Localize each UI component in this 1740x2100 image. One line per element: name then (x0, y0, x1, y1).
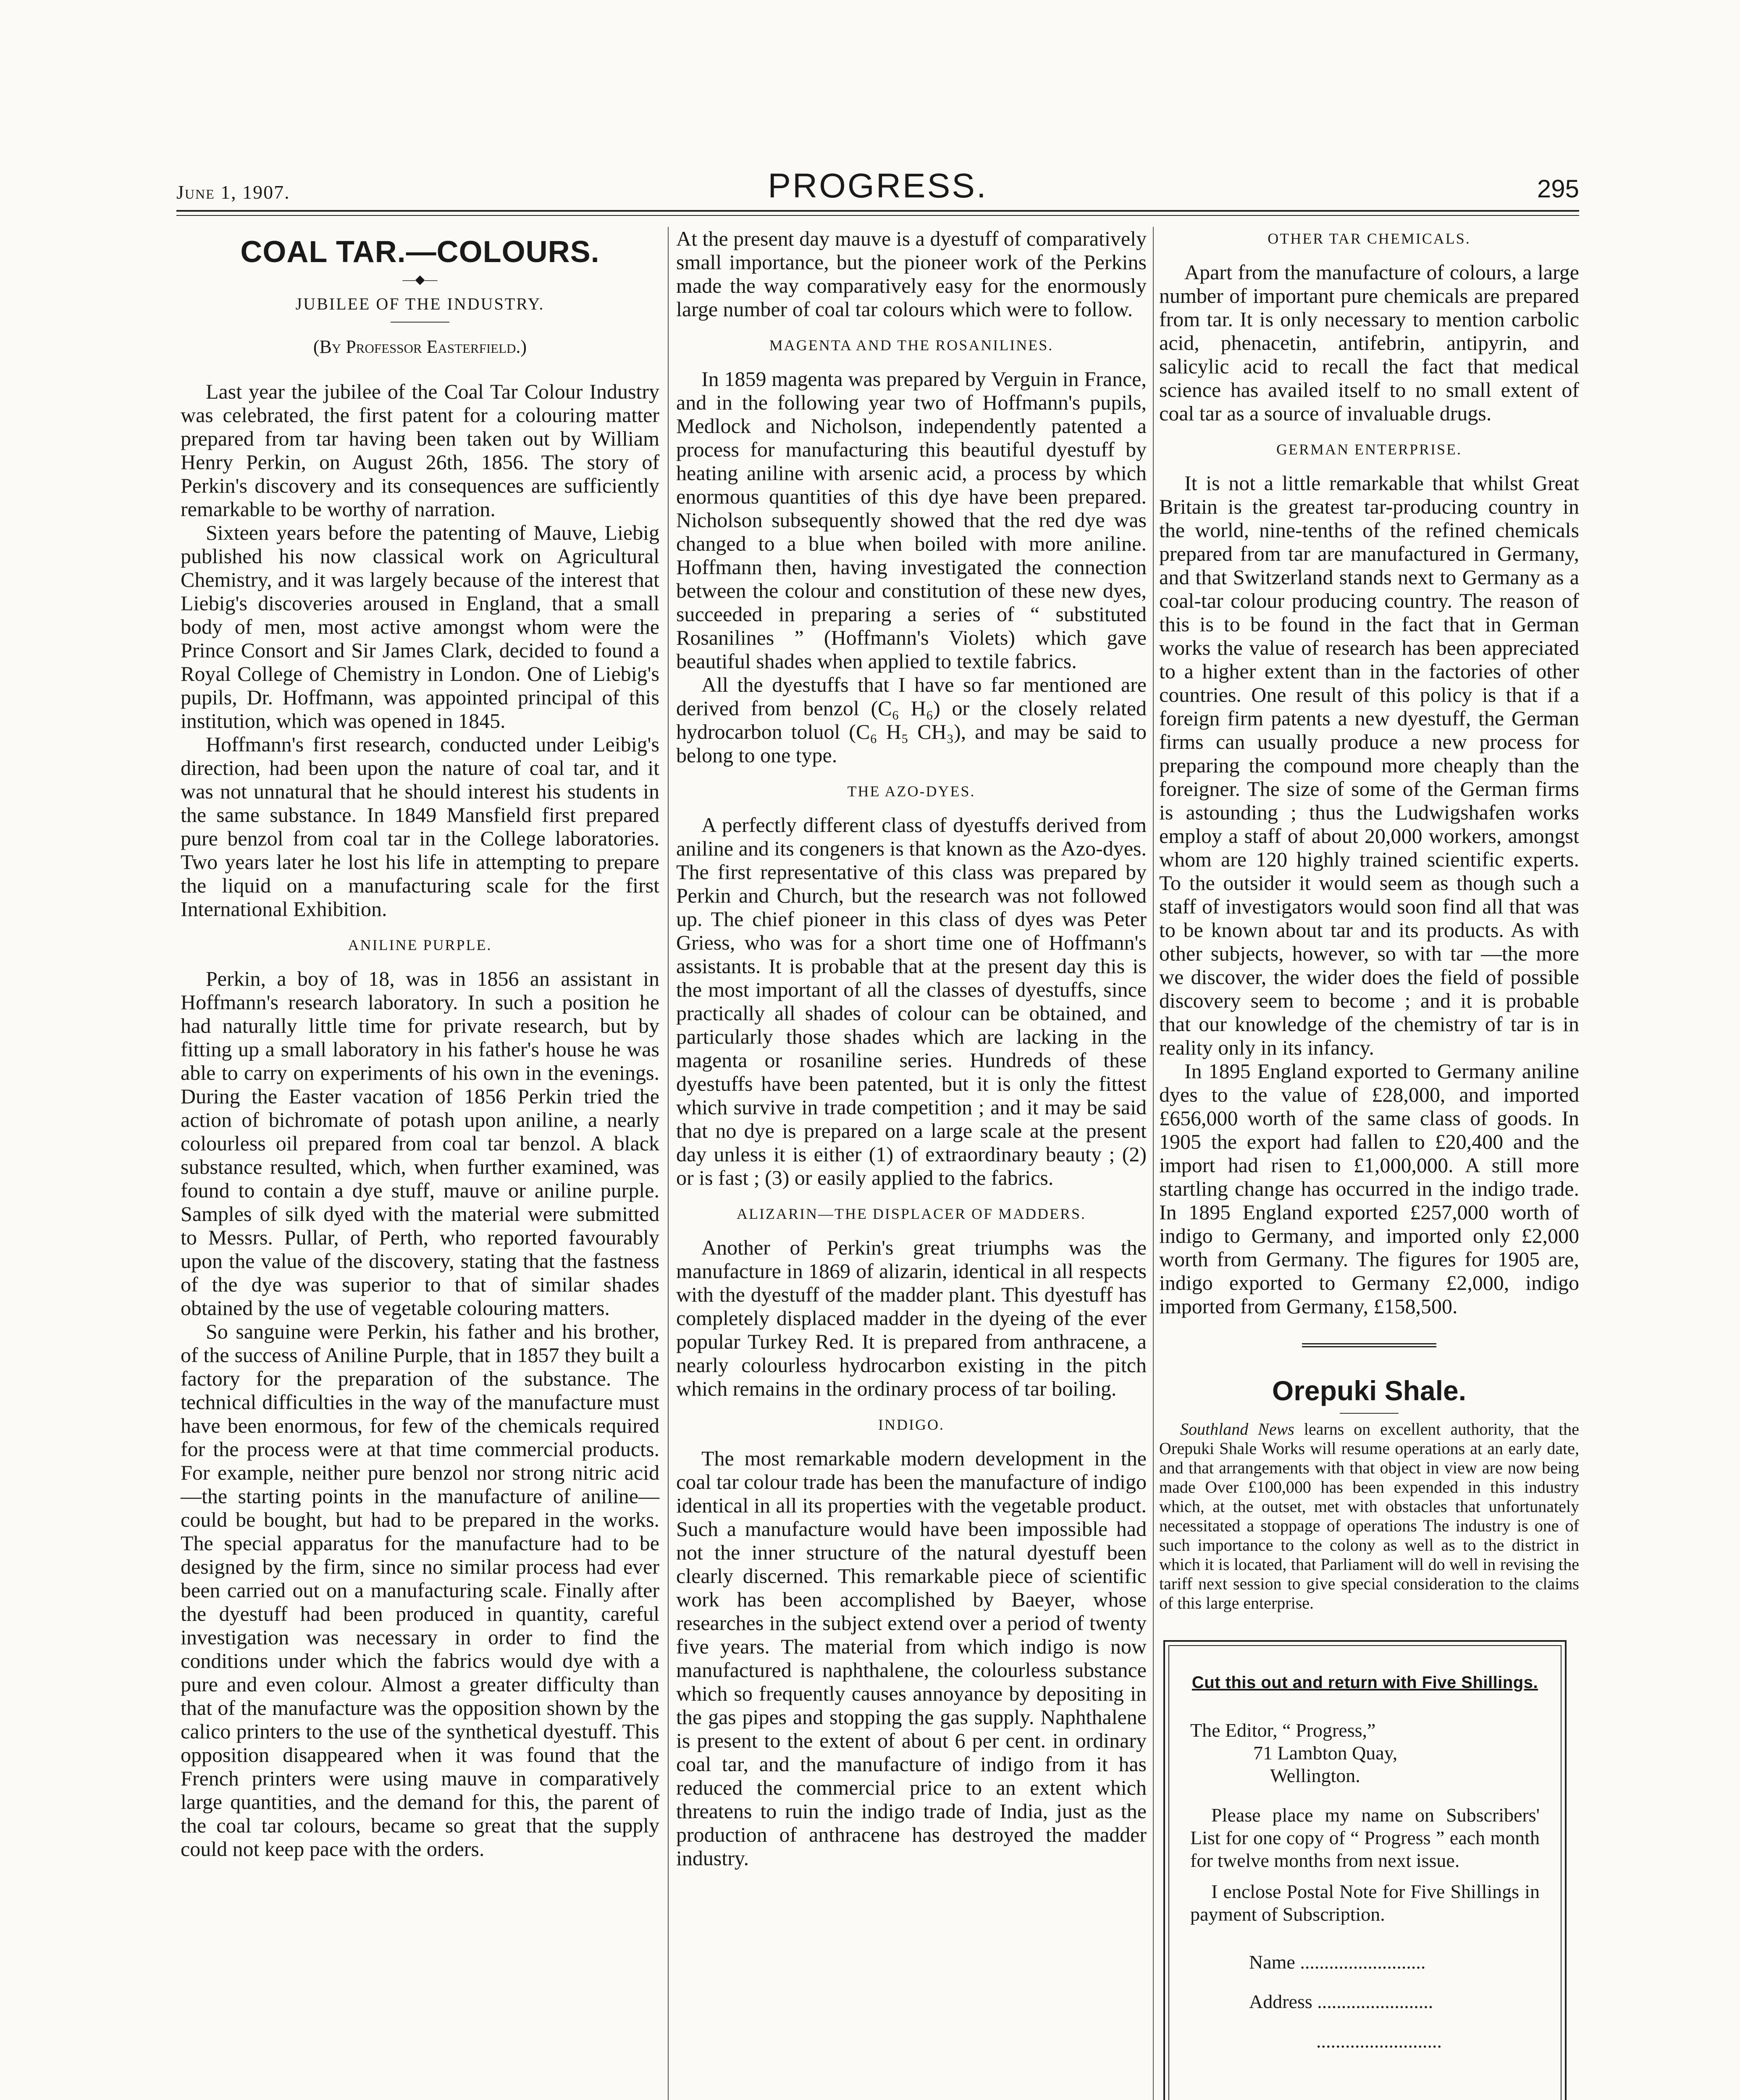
divider (391, 322, 449, 323)
column-1 (181, 227, 659, 1861)
byline: (By Professor Easterfield.) (313, 336, 527, 357)
paragraph: In 1895 England exported to Germany aniline dyes to the value of £28,000, and imported £656,000 worth of the same class of goods. In 1905 the export had fallen to £20,400 and the import had risen to £1,000,000. A still more startling change has occurred in the indigo trade. In 1895 England exported £257,000 worth of indigo to Germany, and imported only £2,000 worth from Germany. The figures for 1905 are, indigo exported to Germany £2,000, indigo imported from Germany, £158,500. (1159, 1059, 1579, 1318)
paragraph: Last year the jubilee of the Coal Tar Colour Industry was celebrated, the first patent for a colouring matter prepared from tar having been taken out by William Henry Perkin, on August 26th, 1856. The story of Perkin's discovery and its consequences are sufficiently remarkable to be worthy of narration. (181, 380, 659, 521)
paragraph: A perfectly different class of dyestuffs derived from aniline and its congeners is that known as the Azo-dyes. The first representative of this class was prepared by Perkin and Church, but the research was not followed up. The chief pioneer in this class of dyes was Peter Griess, who was for a short time one of Hoffmann's assistants. It is probable that at the present day this is the most important of all the classes of dyestuffs, since practically all shades of colour can be obtained, and particularly those shades which are lacking in the magenta or rosaniline series. Hundreds of these dyestuffs have been patented, but it is only the fittest which survive in trade competition ; and it may be said that no dye is prepared on a large scale at the present day unless it is either (1) of extraordinary beauty ; (2) or is fast ; (3) or easily applied to the fabrics. (676, 813, 1147, 1189)
shale-body: learns on excellent authority, that the Orepuki Shale Works will resume operations at an early date, and that arrangements with that object in view are now being made Over £100,000 has been expended in this industry which, at the outset, met with obstacles that unfortunately necessitated a stoppage of operations The industry is one of such importance to the colony as well as to the district in which it is located, that Parliament will do well in revising the tariff next session to give special consideration to the claims of this large enterprise. (1159, 1420, 1579, 1612)
title-ornament: ―◆― (402, 273, 438, 286)
coupon-paragraph: Please place my name on Subscribers' List for one copy of “ Progress ” each month for twelve months from next issue. (1190, 1804, 1540, 1871)
article-separator (1302, 1343, 1436, 1349)
section-heading: ANILINE PURPLE. (348, 937, 492, 953)
subscription-coupon (1163, 1640, 1567, 2100)
address-line: Wellington. (1270, 1765, 1360, 1786)
coupon-heading: Cut this out and return with Five Shillings. (1191, 1673, 1538, 1692)
article-title: COAL TAR.—COLOURS. (240, 235, 600, 269)
column-3 (1159, 227, 1579, 1613)
paragraph: Perkin, a boy of 18, was in 1856 an assistant in Hoffmann's research laboratory. In such a position he had naturally little time for private research, but by fitting up a small laboratory in his father's house he was able to carry on experiments of his own in the evenings. During the Easter vacation of 1856 Perkin tried the action of bichromate of potash upon aniline, a nearly colourless oil prepared from coal tar benzol. A black substance resulted, which, when further examined, was found to contain a dye stuff, mauve or aniline purple. Samples of silk dyed with the material were submitted to Messrs. Pullar, of Perth, who reported favourably upon the value of the discovery, stating that the fastness of the dye was superior to that of similar shades obtained by the use of vegetable colouring matters. (181, 967, 659, 1320)
paragraph: So sanguine were Perkin, his father and his brother, of the success of Aniline Purple, that in 1857 they built a factory for the preparation of the substance. The technical difficulties in the way of the manufacture must have been enormous, for few of the chemicals required for the process were at that time commercial products. For example, neither pure benzol nor strong nitric acid—the starting points in the manufacture of aniline—could be bought, but had to be prepared in the works. The special apparatus for the manufacture had to be designed by the firm, since no similar process had ever been carried out on a manufacturing scale. Finally after the dyestuff had been produced in quantity, careful investigation was necessary in order to find the conditions under which the fabrics would dye with a pure and even colour. Almost a greater difficulty than that of the manufacture was the opposition shown by the calico printers to the use of the synthetical dyestuff. This opposition disappeared when it was found that the French printers were using mauve in comparatively large quantities, and the demand for this, the parent of the coal tar colours, became so great that the supply could not keep pace with the orders. (181, 1320, 659, 1861)
address-line: The Editor, “ Progress,” (1190, 1719, 1376, 1741)
header-rule-thin (176, 215, 1579, 216)
article-subtitle: JUBILEE OF THE INDUSTRY. (295, 294, 545, 313)
coupon-paragraph: I enclose Postal Note for Five Shillings in payment of Subscription. (1190, 1881, 1540, 1925)
issue-date: June 1, 1907. (176, 181, 290, 203)
shale-title: Orepuki Shale. (1272, 1375, 1467, 1406)
paragraph: Another of Perkin's great triumphs was the manufacture in 1869 of alizarin, identical in all respects with the dyestuff of the madder plant. This dyestuff has completely displaced madder in the dyeing of the ever popular Turkey Red. It is prepared from anthracene, a nearly colourless hydrocarbon existing in the pitch which remains in the ordinary process of tar boiling. (676, 1236, 1147, 1400)
paragraph: In 1859 magenta was prepared by Verguin in France, and in the following year two of Hoffmann's pupils, Medlock and Nicholson, independently patented a process for manufacturing this beautiful dyestuff by heating aniline with arsenic acid, a process by which enormous quantities of this dye have been prepared. Nicholson subsequently showed that the red dye was changed to a blue when boiled with more aniline. Hoffmann then, having investigated the connection between the colour and constitution of these new dyes, succeeded in preparing a series of “ substituted Rosanilines ” (Hoffmann's Violets) which gave beautiful shades when applied to textile fabrics. (676, 367, 1147, 673)
paragraph: All the dyestuffs that I have so far mentioned are derived from benzol (C₆ H₆) or the closely related hydrocarbon toluol (C₆ H₅ CH₃), and may be said to belong to one type. (676, 673, 1147, 767)
paragraph: It is not a little remarkable that whilst Great Britain is the greatest tar-producing country in the world, nine-tenths of the refined chemicals prepared from tar are manufactured in Germany, and that Switzerland stands next to Germany as a coal-tar colour producing country. The reason of this is to be found in the fact that in German works the value of research has been appreciated to a higher extent than in the factories of other countries. One result of this policy is that if a foreign firm patents a new dyestuff, the German firms can usually produce a new process for preparing the compound more cheaply than the foreigner. The size of some of the German firms is astounding ; thus the Ludwigshafen works employ a staff of about 20,000 workers, amongst whom are 120 highly trained scientific experts. To the outsider it would seem as though such a staff of investigators would soon find all that was to be known about tar and its products. As with other subjects, however, so with tar —the more we discover, the wider does the field of possible discovery seem to become ; and it is probable that our knowledge of the chemistry of tar is in reality only in its infancy. (1159, 471, 1579, 1059)
section-heading: THE AZO-DYES. (847, 783, 976, 800)
divider (1340, 1413, 1399, 1414)
paragraph: At the present day mauve is a dyestuff of comparatively small importance, but the pioneer work of the Perkins made the way comparatively easy for the enormously large number of coal tar colours which were to follow. (676, 227, 1147, 321)
column-2 (676, 227, 1147, 1870)
shale-source: Southland News (1180, 1420, 1294, 1438)
shale-article (1159, 1420, 1579, 1613)
page-number: 295 (1537, 175, 1579, 203)
section-heading: GERMAN ENTERPRISE. (1276, 441, 1462, 458)
section-heading: MAGENTA AND THE ROSANILINES. (769, 337, 1054, 354)
section-heading: INDIGO. (878, 1416, 945, 1433)
section-heading: ALIZARIN—THE DISPLACER OF MADDERS. (736, 1205, 1087, 1222)
column-rule (1153, 227, 1154, 2100)
paragraph: Apart from the manufacture of colours, a large number of important pure chemicals are prepared from tar. It is only necessary to mention carbolic acid, phenacetin, antifebrin, antipyrin, and salicylic acid to recall the fact that medical science has availed itself to no small extent of coal tar as a source of invaluable drugs. (1159, 260, 1579, 425)
column-rule (668, 227, 669, 2100)
paragraph: Sixteen years before the patenting of Mauve, Liebig published his now classical work on Agricultural Chemistry, and it was largely because of the interest that Liebig's discoveries aroused in England, that a small body of men, most active amongst whom were the Prince Consort and Sir James Clark, decided to found a Royal College of Chemistry in London. One of Liebig's pupils, Dr. Hoffmann, was appointed principal of this institution, which was opened in 1845. (181, 521, 659, 732)
section-heading: OTHER TAR CHEMICALS. (1268, 230, 1471, 247)
address-line: 71 Lambton Quay, (1253, 1742, 1398, 1764)
address-field[interactable]: Address ........................ (1249, 1991, 1433, 2012)
paper-title: PROGRESS. (768, 167, 988, 205)
running-head (176, 160, 1579, 206)
name-field[interactable]: Name .......................... (1249, 1951, 1426, 1973)
header-rule (176, 210, 1579, 212)
paragraph: The most remarkable modern development in the coal tar colour trade has been the manufacture of indigo identical in all its properties with the vegetable product. Such a manufacture would have been impossible had not the inner structure of the natural dyestuff been clearly discerned. This remarkable piece of scientific work has been accomplished by Baeyer, whose researches in the subject extend over a period of twenty five years. The material from which indigo is now manufactured is naphthalene, the colourless substance which so frequently causes annoyance by depositing in the gas pipes and stopping the gas supply. Naphthalene is present to the extent of about 6 per cent. in ordinary coal tar, and the manufacture of indigo from it has reduced the commercial price to an extent which threatens to ruin the indigo trade of India, just as the production of anthracene has destroyed the madder industry. (676, 1446, 1147, 1870)
coupon-address (1190, 1719, 1540, 1787)
address-field-line-2[interactable]: .......................... (1316, 2030, 1442, 2052)
paragraph: Hoffmann's first research, conducted under Leibig's direction, had been upon the nature of coal tar, and it was not unnatural that he should interest his students in the same substance. In 1849 Mansfield first prepared pure benzol from coal tar in the College laboratories. Two years later he lost his life in attempting to prepare the liquid on a manufacturing scale for the first International Exhibition. (181, 732, 659, 921)
